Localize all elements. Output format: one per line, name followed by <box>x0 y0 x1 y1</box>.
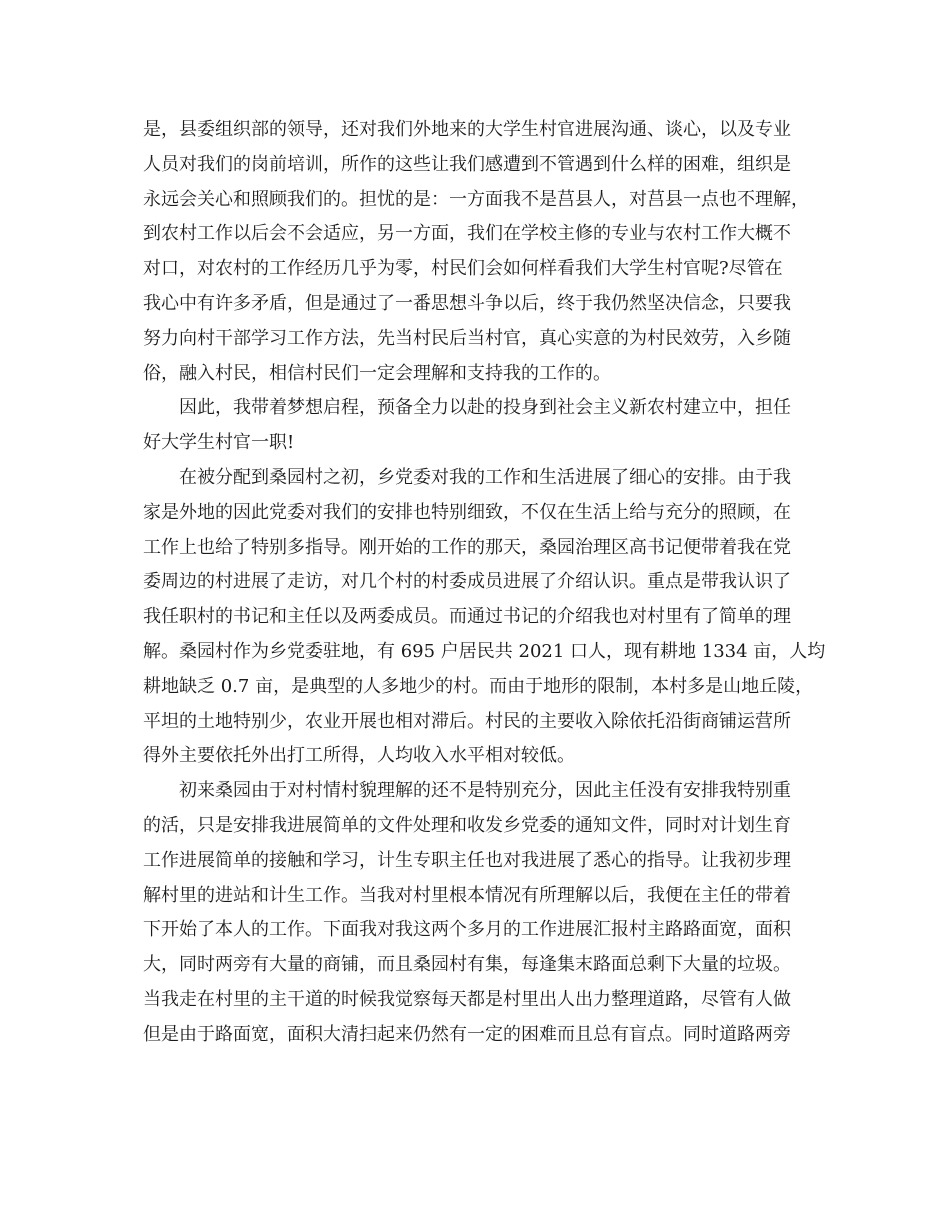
text-line: 耕地缺乏 0.7 亩，是典型的人多地少的村。而由于地形的限制，本村多是山地丘陵， <box>143 675 814 697</box>
text-line: 我任职村的书记和主任以及两委成员。而通过书记的介绍我也对村里有了简单的理 <box>143 606 791 628</box>
text-line: 在被分配到桑园村之初，乡党委对我的工作和生活进展了细心的安排。由于我 <box>179 466 791 488</box>
text-line: 大，同时两旁有大量的商铺，而且桑园村有集，每逢集末路面总剩下大量的垃圾。 <box>143 954 791 976</box>
paragraph-2 <box>143 391 823 461</box>
text-line: 下开始了本人的工作。下面我对我这两个多月的工作进展汇报村主路路面宽，面积 <box>143 919 791 941</box>
text-line: 工作上也给了特别多指导。刚开始的工作的那天，桑园治理区高书记便带着我在党 <box>143 536 791 558</box>
text-line: 是，县委组织部的领导，还对我们外地来的大学生村官进展沟通、谈心，以及专业 <box>143 119 791 140</box>
text-line: 初来桑园由于对村情村貌理解的还不是特别充分，因此主任没有安排我特别重 <box>179 780 791 802</box>
text-line: 但是由于路面宽，面积大清扫起来仍然有一定的困难而且总有盲点。同时道路两旁 <box>143 1023 791 1045</box>
text-line: 平坦的土地特别少，农业开展也相对滞后。村民的主要收入除依托沿街商铺运营所 <box>143 710 791 732</box>
text-line: 努力向村干部学习工作方法，先当村民后当村官，真心实意的为村民效劳，入乡随 <box>143 327 791 349</box>
paragraph-1 <box>143 113 823 391</box>
text-line: 永远会关心和照顾我们的。担忧的是：一方面我不是莒县人，对莒县一点也不理解， <box>143 188 809 210</box>
text-line: 好大学生村官一职! <box>143 432 295 454</box>
text-line: 当我走在村里的主干道的时候我觉察每天都是村里出人出力整理道路，尽管有人做 <box>143 988 791 1010</box>
paragraph-3 <box>143 461 826 774</box>
text-line: 我心中有许多矛盾，但是通过了一番思想斗争以后，终于我仍然坚决信念，只要我 <box>143 292 791 314</box>
text-line: 解。桑园村作为乡党委驻地，有 695 户居民共 2021 口人，现有耕地 1334 亩，人均 <box>143 640 826 662</box>
text-line: 俗，融入村民，相信村民们一定会理解和支持我的工作的。 <box>143 362 611 384</box>
text-line: 委周边的村进展了走访，对几个村的村委成员进展了介绍认识。重点是带我认识了 <box>143 571 791 593</box>
body-text <box>143 113 826 1053</box>
text-line: 工作进展简单的接触和学习，计生专职主任也对我进展了悉心的指导。让我初步理 <box>143 849 791 871</box>
text-line: 人员对我们的岗前培训，所作的这些让我们感遭到不管遇到什么样的困难，组织是 <box>143 153 791 175</box>
text-line: 家是外地的因此党委对我们的安排也特别细致，不仅在生活上给与充分的照顾，在 <box>143 501 791 523</box>
paragraph-4 <box>143 774 823 1052</box>
text-line: 的活，只是安排我进展简单的文件处理和收发乡党委的通知文件，同时对计划生育 <box>143 814 791 836</box>
text-line: 得外主要依托外出打工所得，人均收入水平相对较低。 <box>143 745 575 767</box>
text-line: 解村里的进站和计生工作。当我对村里根本情况有所理解以后，我便在主任的带着 <box>143 884 791 906</box>
text-line: 因此，我带着梦想启程，预备全力以赴的投身到社会主义新农村建立中，担任 <box>179 397 791 419</box>
text-line: 对口，对农村的工作经历几乎为零，村民们会如何样看我们大学生村官呢?尽管在 <box>143 258 783 280</box>
text-line: 到农村工作以后会不会适应，另一方面，我们在学校主修的专业与农村工作大概不 <box>143 223 791 245</box>
